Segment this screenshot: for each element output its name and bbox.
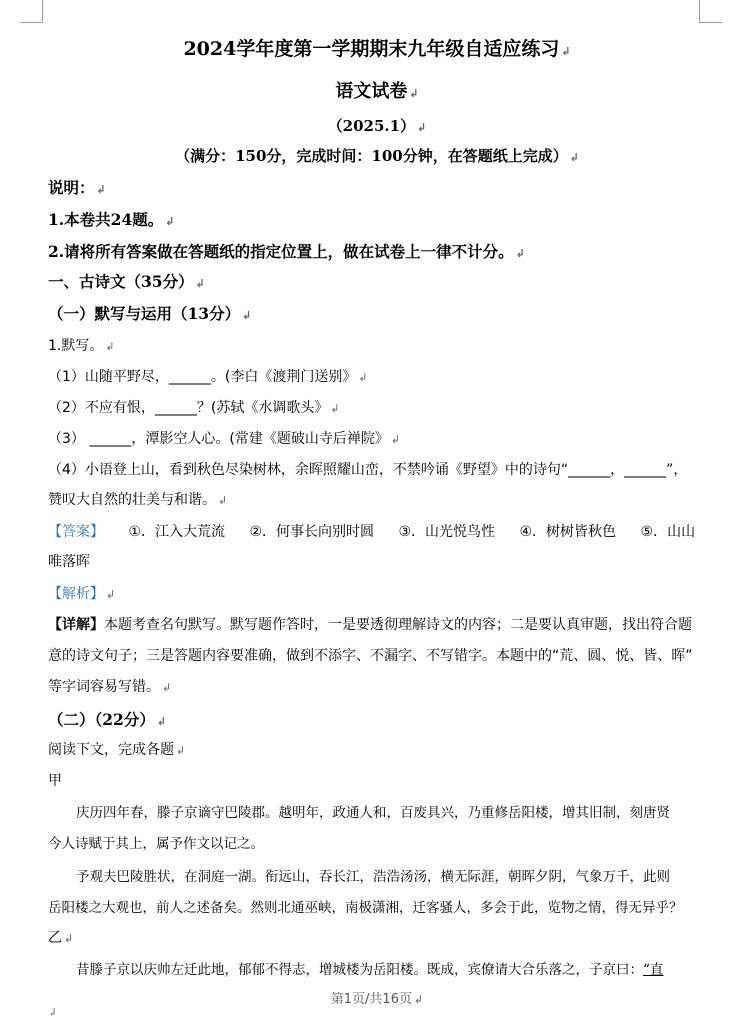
part-2-heading: （二）（22分） ↲ bbox=[48, 710, 167, 729]
yi-line-1: 昔滕子京以庆帅左迁此地，郁郁不得志，增城楼为岳阳楼。既成，宾僚请大合乐落之，子京曰：“直 bbox=[76, 962, 664, 978]
jia-line-2: 今人诗赋于其上，属予作文以记之。 bbox=[48, 836, 264, 852]
passage-yi-label: 乙 ↲ bbox=[48, 930, 74, 946]
answer-2: ②．何事长向别时圆 bbox=[249, 524, 375, 540]
detail-line-3: 等字词容易写错。 ↲ bbox=[48, 679, 172, 695]
jia-line-4: 岳阳楼之大观也，前人之述备矣。然则北通巫峡，南极潇湘，迁客骚人，多会于此，览物之情，得无异乎？ bbox=[48, 900, 683, 916]
answer-cont: 唯落晖 bbox=[48, 554, 90, 570]
exam-subtitle: 语文试卷 ↲ bbox=[335, 81, 419, 102]
q1-item-3: （3） ______，潭影空人心。(常建《题破山寺后禅院》 ↲ bbox=[48, 431, 401, 447]
answer-label: 【答案】 bbox=[48, 524, 104, 540]
q1-item-1: （1）山随平野尽，______。(李白《渡荆门送别》 ↲ bbox=[48, 369, 368, 385]
q1-label: 1.默写。 ↲ bbox=[48, 338, 115, 354]
part-1-heading: （一）默写与运用（13分） ↲ bbox=[48, 304, 252, 323]
part-2-instruction: 阅读下文，完成各题 ↲ bbox=[48, 742, 186, 758]
notes-label: 说明： ↲ bbox=[48, 178, 106, 197]
page-footer: 第1页/共16页 ↲ bbox=[330, 992, 424, 1007]
jia-line-3: 予观夫巴陵胜状，在洞庭一湖。衔远山，吞长江，浩浩汤汤，横无际涯，朝晖夕阴，气象万千，此则 bbox=[76, 869, 670, 885]
analysis-label: 【解析】 ↲ bbox=[48, 586, 116, 602]
corner-mark-left bbox=[20, 0, 43, 23]
q1-item-4: （4）小语登上山，看到秋色尽染树林，余晖照耀山峦，不禁吟诵《野望》中的诗句“______，______”， bbox=[48, 462, 688, 478]
passage-jia-label: 甲 bbox=[48, 773, 62, 789]
exam-info: （满分：150分，完成时间：100分钟，在答题纸上完成） ↲ bbox=[175, 147, 579, 165]
jia-line-1: 庆历四年春，滕子京谪守巴陵郡。越明年，政通人和，百废具兴，乃重修岳阳楼，增其旧制，刻唐贤 bbox=[76, 805, 670, 821]
note-item-1: 1.本卷共24题。 ↲ bbox=[48, 210, 175, 229]
q1-item-4-cont: 赞叹大自然的壮美与和谐。 ↲ bbox=[48, 492, 228, 508]
detail-line-2: 意的诗文句子；三是答题内容要准确，做到不添字、不漏字、不写错字。本题中的“荒、圆、悦、皆、晖” bbox=[48, 648, 693, 664]
detail-line-1: 【详解】本题考查名句默写。默写题作答时，一是要透彻理解诗文的内容；二是要认真审题，找出符合题 bbox=[48, 617, 692, 633]
note-item-2: 2.请将所有答案做在答题纸的指定位置上，做在试卷上一律不计分。 ↲ bbox=[48, 242, 525, 261]
answer-line bbox=[48, 521, 695, 541]
corner-mark-right bbox=[699, 0, 722, 23]
answer-1: ①．江入大荒流 bbox=[128, 524, 226, 540]
paragraph-mark: ↲ bbox=[48, 1006, 58, 1019]
section-1-heading: 一、古诗文（35分） ↲ bbox=[48, 272, 205, 291]
answer-3: ③．山光悦鸟性 bbox=[398, 524, 496, 540]
exam-date: （2025.1） ↲ bbox=[327, 117, 427, 135]
exam-title: 2024学年度第一学期期末九年级自适应练习 ↲ bbox=[183, 38, 571, 60]
answer-4: ④．树树皆秋色 bbox=[519, 524, 617, 540]
answer-5: ⑤．山山 bbox=[640, 524, 696, 540]
q1-item-2: （2）不应有恨，______？(苏轼《水调歌头》 ↲ bbox=[48, 400, 340, 416]
